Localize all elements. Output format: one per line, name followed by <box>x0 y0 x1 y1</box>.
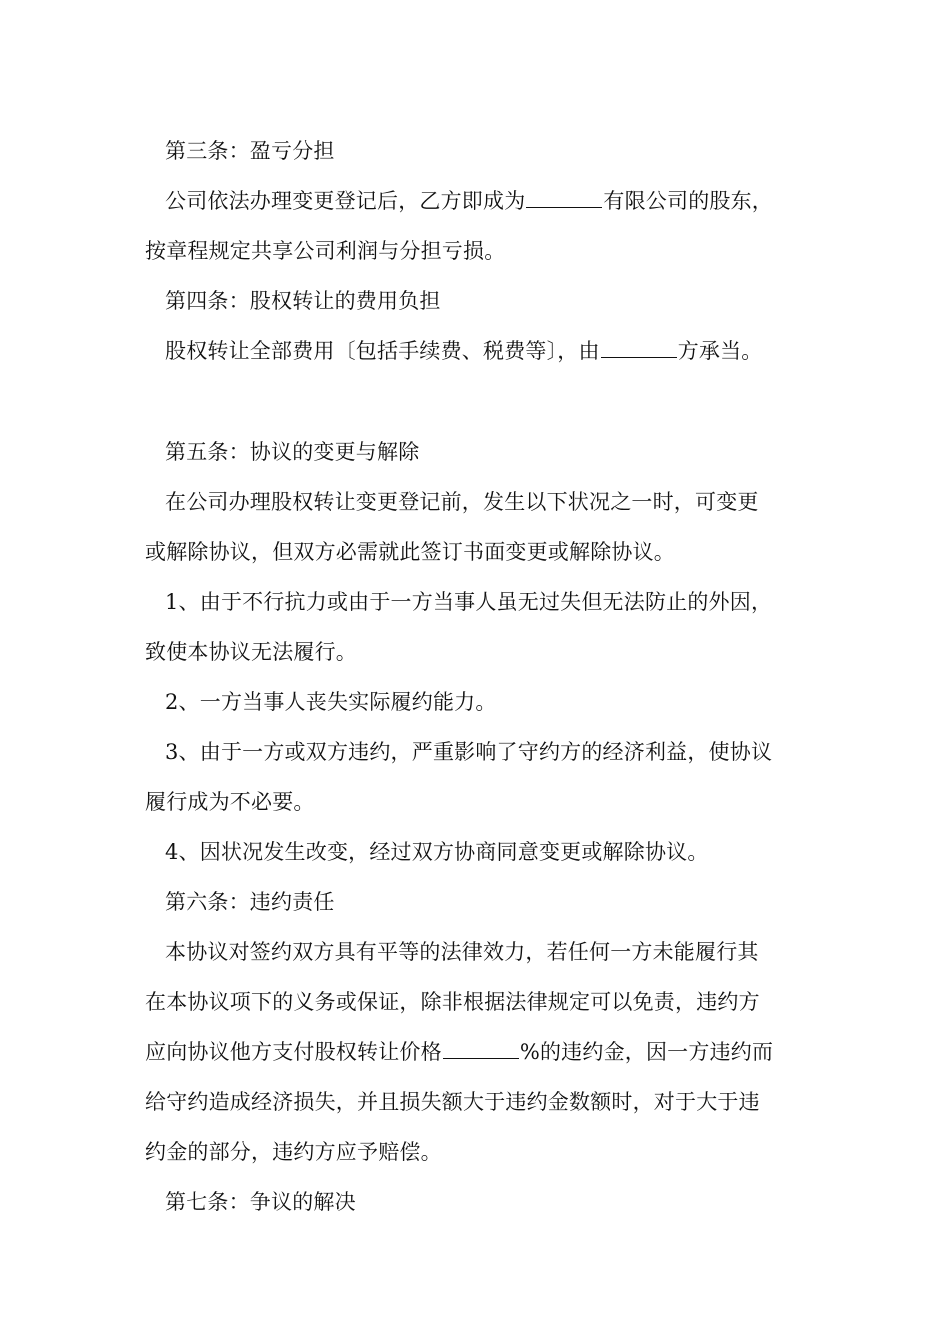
penalty-percent-blank <box>443 1032 519 1059</box>
article-5-item-3-line-2: 履行成为不必要。 <box>145 790 315 814</box>
article-5-item-3-line-1: 3、由于一方或双方违约，严重影响了守约方的经济利益，使协议 <box>165 740 773 764</box>
article-3-text-post: 有限公司的股东， <box>603 189 774 213</box>
article-4-text-pre: 股权转让全部费用〔包括手续费、税费等〕，由 <box>165 339 600 363</box>
document-body <box>145 126 810 1227</box>
article-4-paragraph-line-1 <box>145 326 810 376</box>
article-3-heading: 第三条：盈亏分担 <box>165 139 335 163</box>
article-5-item-2: 2、一方当事人丧失实际履约能力。 <box>165 690 497 714</box>
article-6-line-1: 本协议对签约双方具有平等的法律效力，若任何一方未能履行其 <box>165 940 759 964</box>
article-5-intro-line-2: 或解除协议，但双方必需就此签订书面变更或解除协议。 <box>145 540 675 564</box>
article-4-text-post: 方承当。 <box>677 339 763 363</box>
article-3-paragraph-line-2: 按章程规定共享公司利润与分担亏损。 <box>145 239 506 263</box>
article-5-intro-line-1: 在公司办理股权转让变更登记前，发生以下状况之一时，可变更 <box>165 490 759 514</box>
article-3-text-pre: 公司依法办理变更登记后，乙方即成为 <box>165 189 526 213</box>
article-7-heading: 第七条：争议的解决 <box>165 1190 356 1214</box>
section-spacer <box>145 376 810 427</box>
article-6-line-5: 约金的部分，违约方应予赔偿。 <box>145 1140 442 1164</box>
fee-party-blank <box>601 331 677 358</box>
article-5-item-4: 4、因状况发生改变，经过双方协商同意变更或解除协议。 <box>165 840 709 864</box>
article-4-heading: 第四条：股权转让的费用负担 <box>165 289 441 313</box>
article-5-item-1-line-2: 致使本协议无法履行。 <box>145 640 357 664</box>
article-5-heading: 第五条：协议的变更与解除 <box>165 440 420 464</box>
article-3-paragraph-line-1 <box>145 176 810 226</box>
article-6-line-2: 在本协议项下的义务或保证，除非根据法律规定可以免责，违约方 <box>145 990 760 1014</box>
article-6-text-post: %的违约金，因一方违约而 <box>519 1040 774 1064</box>
article-6-line-4: 给守约造成经济损失，并且损失额大于违约金数额时，对于大于违 <box>145 1090 760 1114</box>
article-6-line-3 <box>145 1027 810 1077</box>
company-name-blank <box>526 181 602 208</box>
article-5-item-1-line-1: 1、由于不行抗力或由于一方当事人虽无过失但无法防止的外因， <box>165 590 773 614</box>
article-6-text-pre: 应向协议他方支付股权转让价格 <box>145 1040 442 1064</box>
article-6-heading: 第六条：违约责任 <box>165 890 335 914</box>
